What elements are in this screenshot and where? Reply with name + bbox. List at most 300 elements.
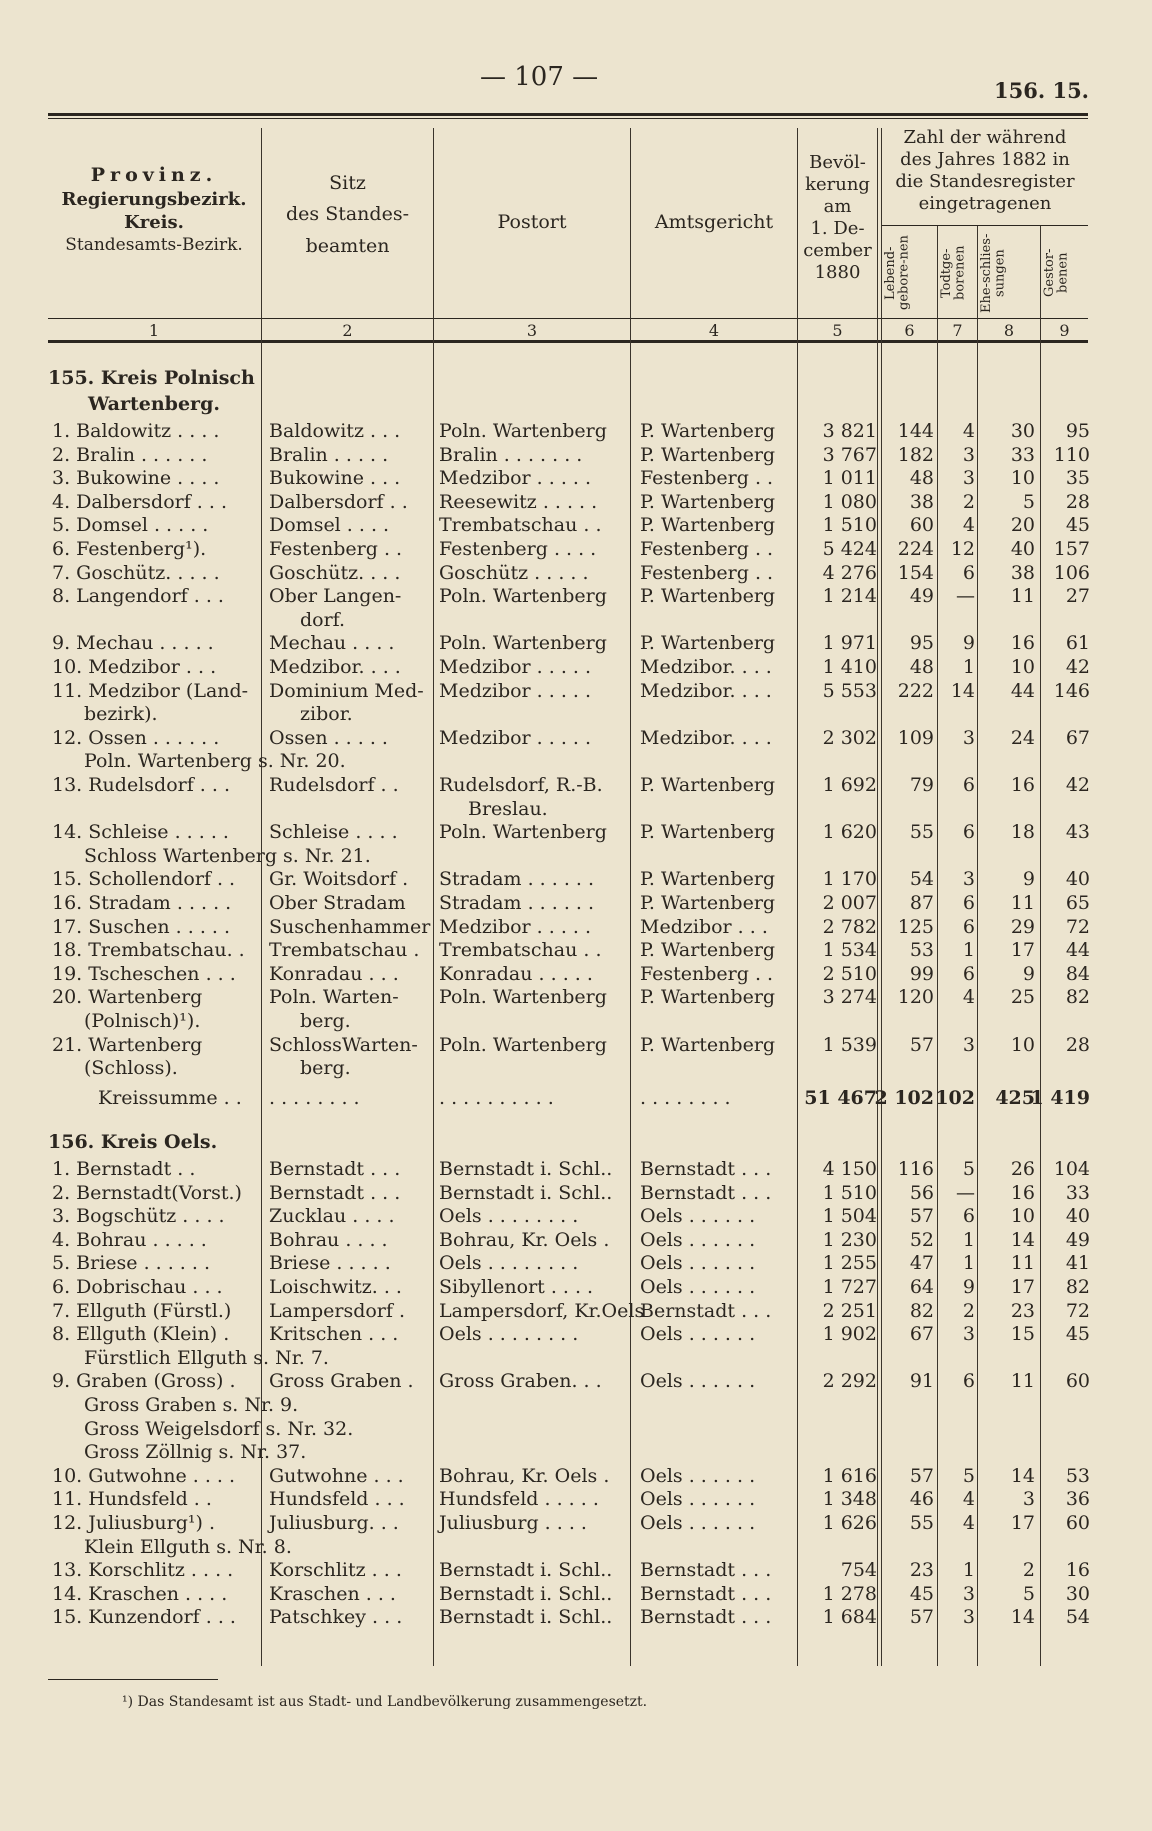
header-bev-5: cember [803, 239, 872, 261]
row-value-8: 26 [1010, 1158, 1035, 1180]
row-sitz: SchlossWarten- [269, 1033, 418, 1056]
row-amtsgericht: P. Wartenberg [640, 892, 776, 914]
row-amtsgericht: Oels . . . . . . [640, 1512, 756, 1534]
footnote-rule [48, 1679, 218, 1680]
row-value-8: 10 [1010, 1205, 1035, 1228]
row-value-6: 87 [909, 892, 934, 914]
row-postort: Bernstadt i. Schl.. [439, 1582, 613, 1605]
row-amtsgericht: Medzibor. . . . [640, 656, 772, 678]
footnote: ¹) Das Standesamt ist aus Stadt- und Landbevölkerung zusammengesetzt. [122, 1694, 648, 1710]
cross-reference: Fürstlich Ellguth s. Nr. 7. [84, 1346, 329, 1369]
row-value-5: 1 011 [822, 467, 877, 490]
row-value-9: 53 [1065, 1464, 1090, 1487]
row-value-9: 110 [1053, 443, 1090, 466]
row-value-9: 82 [1065, 986, 1090, 1009]
row-postort: Medzibor . . . . . [439, 915, 592, 938]
row-value-5: 4 150 [822, 1158, 877, 1180]
row-value-8: 20 [1010, 514, 1035, 537]
row-name: 2. Bralin . . . . . . [52, 443, 208, 466]
row-value-8: 30 [1010, 420, 1035, 442]
row-sitz: zibor. [300, 703, 353, 726]
row-sitz: Baldowitz . . . [269, 420, 401, 442]
header-rule [48, 318, 1088, 319]
row-sitz: Zucklau . . . . [269, 1205, 395, 1228]
header-group-4: eingetragenen [918, 192, 1052, 214]
row-value-5: 1 278 [822, 1582, 877, 1605]
row-name: 12. Juliusburg¹) . [52, 1512, 216, 1534]
row-amtsgericht: Festenberg . . [640, 962, 774, 985]
row-name: 8. Ellguth (Klein) . [52, 1323, 230, 1346]
row-value-5: 2 292 [822, 1370, 877, 1393]
row-amtsgericht: Oels . . . . . . [640, 1370, 756, 1393]
row-value-6: 53 [909, 939, 934, 962]
row-value-8: 9 [1022, 868, 1035, 891]
row-amtsgericht: Bernstadt . . . [640, 1158, 772, 1180]
row-value-9: 146 [1053, 679, 1090, 702]
row-name: 11. Hundsfeld . . [52, 1488, 212, 1511]
row-sitz: dorf. [300, 608, 346, 631]
row-value-8: 11 [1010, 1370, 1035, 1393]
row-value-7: 4 [962, 1488, 975, 1511]
row-value-6: 38 [909, 490, 934, 513]
row-value-7: 4 [962, 514, 975, 537]
row-value-7: 6 [962, 892, 975, 914]
row-value-5: 1 539 [822, 1033, 877, 1056]
row-postort: Oels . . . . . . . . [439, 1205, 579, 1228]
row-name: 16. Stradam . . . . . [52, 892, 232, 914]
row-sitz: Konradau . . . [269, 962, 399, 985]
row-value-5: 51 467 [804, 1086, 877, 1109]
colnum-8: 8 [1003, 321, 1015, 340]
row-postort: Hundsfeld . . . . . [439, 1488, 599, 1511]
row-value-7: — [956, 585, 975, 608]
row-sitz: Briese . . . . . [269, 1252, 391, 1275]
row-name: 3. Bogschütz . . . . [52, 1205, 225, 1228]
header-kreis: Kreis. [124, 212, 184, 234]
row-value-7: 4 [962, 986, 975, 1009]
row-value-5: 1 534 [822, 939, 877, 962]
row-value-5: 1 510 [822, 514, 877, 537]
row-value-7: 3 [962, 726, 975, 749]
row-value-7: 6 [962, 561, 975, 584]
row-value-5: 1 692 [822, 774, 877, 796]
header-sitz: Sitz [329, 172, 366, 194]
row-postort: Poln. Wartenberg [439, 1033, 607, 1056]
header-des-standes: des Standes- [286, 203, 409, 226]
header-provinz: Provinz. [90, 164, 218, 186]
row-value-9: 95 [1065, 420, 1090, 442]
group-rule [882, 225, 1088, 226]
row-value-6: 60 [909, 514, 934, 537]
row-amtsgericht: Bernstadt . . . [640, 1299, 772, 1322]
row-value-5: 754 [840, 1559, 877, 1582]
row-name: 7. Ellguth (Fürstl.) [52, 1299, 232, 1322]
row-amtsgericht: P. Wartenberg [640, 585, 776, 608]
row-value-9: 27 [1065, 585, 1090, 608]
cross-reference: Gross Weigelsdorf s. Nr. 32. [84, 1417, 354, 1440]
row-postort: Medzibor . . . . . [439, 679, 592, 702]
header-group-1: Zahl der während [903, 127, 1067, 148]
row-name: 5. Briese . . . . . . [52, 1252, 211, 1275]
row-postort: Konradau . . . . . [439, 962, 593, 985]
row-value-5: 2 782 [822, 915, 877, 938]
row-name: 15. Kunzendorf . . . [52, 1606, 236, 1629]
row-value-6: 49 [909, 585, 934, 608]
row-sitz: berg. [300, 1010, 351, 1032]
row-value-5: 1 971 [822, 632, 877, 655]
header-lebendgeborene: Lebend-gebore-nen [883, 235, 912, 311]
row-value-8: 29 [1010, 915, 1035, 938]
row-value-9: 43 [1065, 821, 1090, 844]
row-value-6: 144 [897, 420, 934, 442]
row-sitz: Ober Stradam [269, 892, 406, 914]
row-value-9: 67 [1065, 726, 1090, 749]
row-sitz: Kritschen . . . [269, 1323, 399, 1346]
row-value-7: 1 [962, 1228, 975, 1251]
row-sitz: Kraschen . . . [269, 1582, 396, 1605]
row-value-7: 14 [950, 679, 975, 702]
cross-reference: Gross Graben s. Nr. 9. [84, 1394, 299, 1416]
row-name: 14. Schleise . . . . . [52, 821, 229, 844]
col-divider [433, 128, 434, 1666]
row-value-6: 67 [909, 1323, 934, 1346]
row-value-6: 57 [909, 1205, 934, 1228]
row-postort: Sibyllenort . . . . [439, 1276, 594, 1298]
row-postort: Poln. Wartenberg [439, 986, 607, 1009]
row-name: 14. Kraschen . . . . [52, 1582, 228, 1605]
section-title: 155. Kreis Polnisch [48, 367, 255, 389]
row-name: 2. Bernstadt(Vorst.) [52, 1181, 242, 1204]
row-value-9: 30 [1065, 1582, 1090, 1605]
row-value-9: 44 [1065, 939, 1090, 962]
row-name: 18. Trembatschau. . [52, 939, 245, 962]
row-name: (Schloss). [84, 1057, 178, 1080]
row-value-6: 23 [909, 1559, 934, 1582]
row-value-9: 60 [1065, 1370, 1090, 1393]
row-value-6: 79 [909, 774, 934, 796]
row-sitz: Rudelsdorf . . [269, 774, 399, 796]
row-postort: Breslau. [468, 797, 548, 820]
row-sitz: Goschütz. . . . [269, 561, 401, 584]
row-value-8: 38 [1010, 561, 1035, 584]
row-name: 13. Korschlitz . . . . [52, 1559, 234, 1582]
colnum-6: 6 [904, 321, 915, 340]
row-value-6: 46 [909, 1488, 934, 1511]
row-sitz: Ober Langen- [269, 585, 402, 608]
row-value-6: 45 [909, 1582, 934, 1605]
header-group [882, 127, 1088, 215]
row-value-8: 10 [1010, 467, 1035, 490]
row-value-5: 3 767 [822, 443, 877, 466]
row-postort: Poln. Wartenberg [439, 420, 607, 442]
row-value-6: 55 [909, 821, 934, 844]
row-value-8: 44 [1010, 679, 1035, 702]
row-value-5: 3 821 [822, 420, 877, 442]
row-value-7: 3 [962, 1323, 975, 1346]
row-amtsgericht: Oels . . . . . . [640, 1488, 756, 1511]
header-group-3: die Standesregister [895, 170, 1075, 192]
row-value-9: 28 [1065, 1033, 1090, 1056]
row-value-6: 109 [897, 726, 934, 749]
row-value-5: 1 620 [822, 821, 877, 844]
row-value-8: 11 [1010, 892, 1035, 914]
row-postort: Oels . . . . . . . . [439, 1323, 579, 1346]
row-amtsgericht: P. Wartenberg [640, 420, 776, 442]
row-postort: Festenberg . . . . [439, 538, 597, 560]
row-name: 10. Gutwohne . . . . [52, 1464, 236, 1487]
row-value-6: 56 [909, 1181, 934, 1204]
row-value-6: 116 [897, 1158, 934, 1180]
row-value-6: 222 [897, 679, 934, 702]
row-postort: Medzibor . . . . . [439, 467, 592, 490]
colnum-3: 3 [526, 321, 538, 340]
row-sitz: Loischwitz. . . [269, 1276, 402, 1298]
colnum-9: 9 [1059, 321, 1070, 340]
row-amtsgericht: P. Wartenberg [640, 443, 776, 466]
row-value-6: 52 [909, 1228, 934, 1251]
row-value-9: 61 [1065, 632, 1090, 655]
row-value-9: 28 [1065, 490, 1090, 513]
row-amtsgericht: P. Wartenberg [640, 868, 776, 891]
row-value-7: 2 [962, 1299, 975, 1322]
row-amtsgericht: Medzibor. . . . [640, 726, 772, 749]
row-value-7: 9 [962, 632, 975, 655]
colnum-4: 4 [708, 321, 720, 340]
row-value-9: 104 [1053, 1158, 1090, 1180]
row-value-7: 3 [962, 467, 975, 490]
row-sitz: Korschlitz . . . [269, 1559, 402, 1582]
row-value-6: 99 [909, 962, 934, 985]
row-name: 9. Graben (Gross) . [52, 1370, 236, 1393]
row-value-7: 102 [935, 1086, 975, 1109]
row-sitz: Dalbersdorf . . [269, 490, 408, 513]
row-sitz: Mechau . . . . [269, 632, 395, 655]
row-postort: Rudelsdorf, R.-B. [439, 774, 603, 796]
row-sitz: Bralin . . . . . [269, 443, 389, 466]
row-postort: Gross Graben. . . [439, 1370, 602, 1393]
row-value-9: 41 [1065, 1252, 1090, 1275]
row-name: 1. Bernstadt . . [52, 1158, 196, 1180]
row-postort: Stradam . . . . . . [439, 892, 595, 914]
header-standesamts: Standesamts-Bezirk. [65, 235, 243, 256]
colnum-5: 5 [832, 321, 843, 340]
row-sitz: Lampersdorf . [269, 1299, 405, 1322]
row-value-6: 57 [909, 1606, 934, 1629]
row-amtsgericht: P. Wartenberg [640, 514, 776, 537]
cross-reference: Poln. Wartenberg s. Nr. 20. [84, 750, 346, 773]
row-name: 8. Langendorf . . . [52, 585, 224, 608]
row-value-9: 36 [1065, 1488, 1090, 1511]
row-sitz: Gr. Woitsdorf . [269, 868, 409, 891]
header-bevoelkerung [798, 152, 877, 284]
row-value-7: 1 [962, 1559, 975, 1582]
row-postort: Reesewitz . . . . . [439, 490, 598, 513]
row-value-9: 16 [1065, 1559, 1090, 1582]
row-value-6: 48 [909, 656, 934, 678]
row-sitz: Bernstadt . . . [269, 1158, 401, 1180]
row-value-6: 125 [897, 915, 934, 938]
header-bev-3: am [823, 195, 852, 217]
row-sitz: Ossen . . . . . [269, 726, 388, 749]
row-sitz: Domsel . . . . [269, 514, 390, 537]
row-value-5: 2 510 [822, 962, 877, 985]
row-value-9: 42 [1065, 656, 1090, 678]
header-bev-2: kerung [805, 173, 870, 195]
row-name: Kreissumme . . [98, 1086, 242, 1109]
row-value-5: 1 214 [822, 585, 877, 608]
row-value-9: 45 [1065, 1323, 1090, 1346]
row-value-5: 2 007 [822, 892, 877, 914]
row-value-7: 3 [962, 868, 975, 891]
row-value-9: 72 [1065, 1299, 1090, 1322]
row-value-7: 12 [950, 538, 975, 560]
row-value-9: 42 [1065, 774, 1090, 796]
header-bev-1: Bevöl- [809, 152, 866, 173]
row-value-8: 10 [1010, 656, 1035, 678]
row-value-9: 35 [1065, 467, 1090, 490]
row-value-6: 55 [909, 1512, 934, 1534]
row-value-5: 1 616 [822, 1464, 877, 1487]
row-amtsgericht: Oels . . . . . . [640, 1252, 756, 1275]
row-value-9: 40 [1065, 868, 1090, 891]
row-value-5: 1 504 [822, 1205, 877, 1228]
header-col2 [262, 168, 433, 262]
row-value-6: 182 [897, 443, 934, 466]
header-regierungsbezirk: Regierungsbezirk. [61, 188, 247, 210]
row-value-7: 3 [962, 443, 975, 466]
header-gestorbene: Gestor-benen [1042, 248, 1071, 298]
row-amtsgericht: Medzibor . . . [640, 915, 768, 938]
cross-reference: Gross Zöllnig s. Nr. 37. [84, 1441, 307, 1464]
row-value-5: 1 255 [822, 1252, 877, 1275]
row-amtsgericht: P. Wartenberg [640, 774, 776, 796]
row-value-7: 3 [962, 1606, 975, 1629]
row-postort: Oels . . . . . . . . [439, 1252, 579, 1275]
row-sitz: Bernstadt . . . [269, 1181, 401, 1204]
row-value-8: 17 [1010, 1276, 1035, 1298]
row-value-8: 16 [1010, 774, 1035, 796]
row-value-8: 9 [1022, 962, 1035, 985]
row-amtsgericht: Oels . . . . . . [640, 1323, 756, 1346]
row-name: 6. Festenberg¹). [52, 538, 207, 560]
row-value-7: 1 [962, 656, 975, 678]
row-value-5: 2 302 [822, 726, 877, 749]
row-value-5: 1 510 [822, 1181, 877, 1204]
row-value-6: 154 [897, 561, 934, 584]
row-postort: Poln. Wartenberg [439, 632, 607, 655]
row-value-5: 1 902 [822, 1323, 877, 1346]
row-name: 15. Schollendorf . . [52, 868, 236, 891]
row-value-8: 14 [1010, 1606, 1035, 1629]
row-value-8: 5 [1022, 1582, 1035, 1605]
row-postort: Bernstadt i. Schl.. [439, 1559, 613, 1582]
row-sitz: Bukowine . . . [269, 467, 401, 490]
row-postort: Poln. Wartenberg [439, 585, 607, 608]
row-value-6: 95 [909, 632, 934, 655]
row-value-6: 82 [909, 1299, 934, 1322]
row-sitz: Gutwohne . . . [269, 1464, 404, 1487]
row-amtsgericht: P. Wartenberg [640, 1033, 776, 1056]
row-amtsgericht: Oels . . . . . . [640, 1205, 756, 1228]
row-postort: Lampersdorf, Kr.Oels [439, 1299, 645, 1322]
section-title: Wartenberg. [88, 393, 220, 415]
row-name: 7. Goschütz. . . . . [52, 561, 220, 584]
row-name: 19. Tscheschen . . . [52, 962, 236, 985]
row-value-7: 1 [962, 1252, 975, 1275]
row-value-5: 1 170 [822, 868, 877, 891]
row-value-6: 47 [909, 1252, 934, 1275]
row-value-8: 40 [1010, 538, 1035, 560]
row-amtsgericht: . . . . . . . . [640, 1086, 731, 1109]
row-sitz: Dominium Med- [269, 679, 424, 702]
row-postort: Medzibor . . . . . [439, 656, 592, 678]
row-value-8: 33 [1010, 443, 1035, 466]
row-value-8: 14 [1010, 1464, 1035, 1487]
row-name: 11. Medzibor (Land- [52, 679, 249, 702]
row-sitz: Bohrau . . . . [269, 1228, 388, 1251]
row-amtsgericht: P. Wartenberg [640, 986, 776, 1009]
top-rule-thin [48, 118, 1088, 119]
row-amtsgericht: Oels . . . . . . [640, 1276, 756, 1298]
row-name: 10. Medzibor . . . [52, 656, 217, 678]
row-amtsgericht: P. Wartenberg [640, 632, 776, 655]
row-name: 21. Wartenberg [52, 1033, 203, 1056]
row-value-6: 2 102 [874, 1086, 934, 1109]
row-value-5: 1 230 [822, 1228, 877, 1251]
row-amtsgericht: Bernstadt . . . [640, 1559, 772, 1582]
row-name: 13. Rudelsdorf . . . [52, 774, 230, 796]
row-value-7: 6 [962, 774, 975, 796]
colnum-2: 2 [342, 321, 353, 340]
row-name: bezirk). [84, 703, 158, 726]
row-sitz: Trembatschau . [269, 939, 420, 962]
row-value-7: 6 [962, 1370, 975, 1393]
row-value-8: 3 [1022, 1488, 1035, 1511]
row-value-8: 24 [1010, 726, 1035, 749]
row-value-9: 33 [1065, 1181, 1090, 1204]
row-amtsgericht: P. Wartenberg [640, 939, 776, 962]
row-value-5: 1 080 [822, 490, 877, 513]
row-value-7: 9 [962, 1276, 975, 1298]
row-name: 4. Dalbersdorf . . . [52, 490, 227, 513]
row-value-5: 1 727 [822, 1276, 877, 1298]
row-postort: Bernstadt i. Schl.. [439, 1606, 613, 1629]
row-value-5: 5 424 [822, 538, 877, 560]
row-value-9: 1 419 [1030, 1086, 1090, 1109]
row-amtsgericht: P. Wartenberg [640, 821, 776, 844]
row-postort: Stradam . . . . . . [439, 868, 595, 891]
row-value-5: 2 251 [822, 1299, 877, 1322]
row-postort: Medzibor . . . . . [439, 726, 592, 749]
row-value-7: 5 [962, 1464, 975, 1487]
row-sitz: Suschenhammer [269, 915, 431, 938]
header-col1 [48, 163, 260, 257]
cross-reference: Klein Ellguth s. Nr. 8. [84, 1535, 292, 1558]
row-value-8: 17 [1010, 939, 1035, 962]
row-amtsgericht: Medzibor. . . . [640, 679, 772, 702]
row-value-7: 6 [962, 821, 975, 844]
row-value-8: 425 [995, 1086, 1035, 1109]
row-name: 3. Bukowine . . . . [52, 467, 220, 490]
row-value-9: 65 [1065, 892, 1090, 914]
row-amtsgericht: Festenberg . . [640, 538, 774, 560]
row-value-5: 1 684 [822, 1606, 877, 1629]
row-amtsgericht: Bernstadt . . . [640, 1181, 772, 1204]
row-value-7: 3 [962, 1033, 975, 1056]
row-postort: Goschütz . . . . . [439, 561, 589, 584]
row-sitz: Gross Graben . [269, 1370, 414, 1393]
row-value-7: 2 [962, 490, 975, 513]
